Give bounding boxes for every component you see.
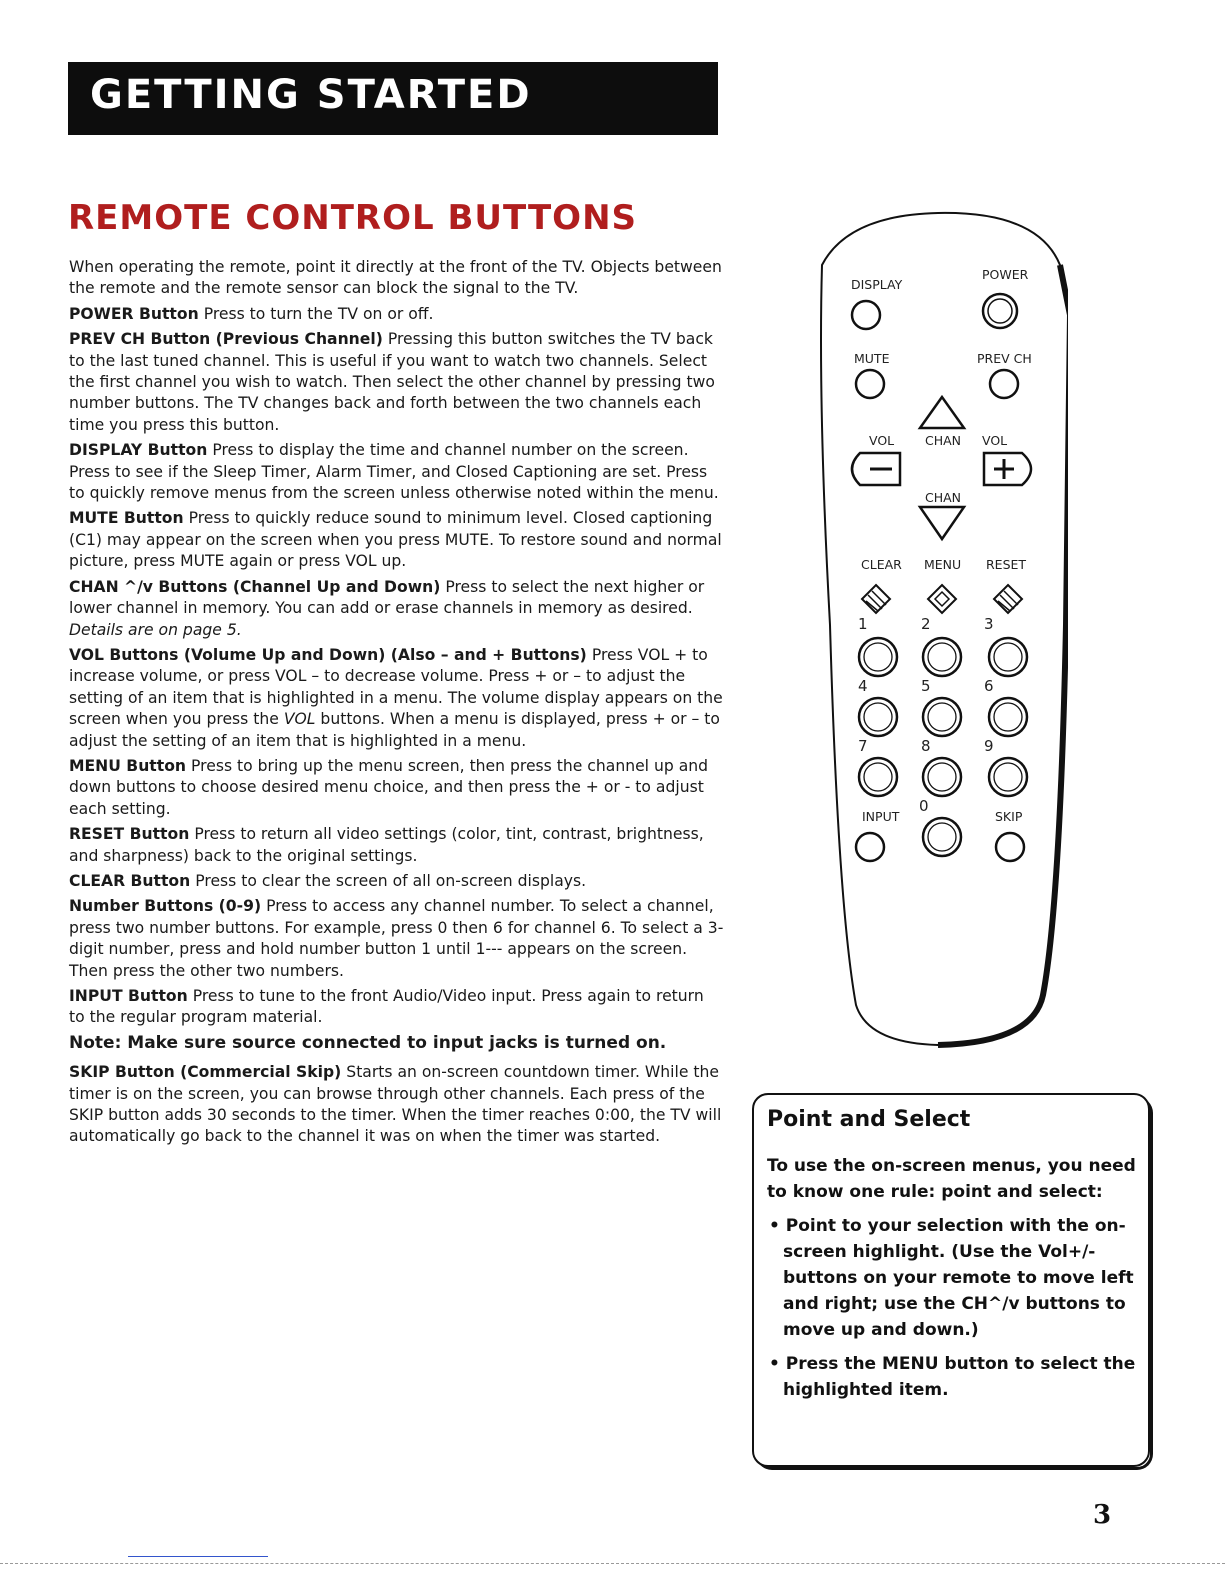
- remote-label-1: 1: [858, 615, 868, 633]
- callout-title: Point and Select: [767, 1107, 971, 1132]
- remote-label-input: INPUT: [862, 809, 900, 824]
- item-skip: [69, 1062, 724, 1148]
- desc-reset: Press to return all video settings (color, tint, contrast, brightness, and sharpness) back to the original settings.: [69, 825, 704, 865]
- remote-label-8: 8: [921, 737, 931, 755]
- item-clear: [69, 871, 724, 892]
- display-button-shape: [852, 301, 880, 329]
- page-number: 3: [1093, 1500, 1112, 1530]
- remote-label-skip: SKIP: [995, 809, 1023, 824]
- desc-vol-a: Press VOL + to increase volume, or press VOL – to decrease volume. Press + or – to adjust the setting of an item that is highlighted in a menu. The volume display appears on the screen when you press the: [69, 645, 723, 729]
- term-chan: CHAN ^/v Buttons (Channel Up and Down): [69, 577, 441, 596]
- footer-divider: [0, 1563, 1225, 1564]
- term-clear: CLEAR Button: [69, 871, 191, 890]
- item-input: [69, 986, 724, 1029]
- remote-label-2: 2: [921, 615, 931, 633]
- item-menu: [69, 756, 724, 820]
- item-display: [69, 440, 724, 504]
- item-prev-ch: [69, 329, 724, 436]
- term-display: DISPLAY Button: [69, 441, 208, 460]
- remote-label-7: 7: [858, 737, 868, 755]
- callout-bullet-point: • Point to your selection with the on-screen highlight. (Use the Vol+/- buttons on your remote to move left and right; use the CH^/v buttons to move up and down.): [769, 1216, 1134, 1340]
- header-title: GETTING STARTED: [90, 72, 532, 118]
- remote-label-display: DISPLAY: [851, 277, 903, 292]
- remote-illustration: [808, 205, 1068, 1055]
- remote-label-9: 9: [984, 737, 994, 755]
- item-reset: [69, 824, 724, 867]
- point-and-select-callout: [752, 1093, 1150, 1467]
- remote-label-clear: CLEAR: [861, 557, 902, 572]
- term-number: Number Buttons (0-9): [69, 897, 262, 916]
- remote-label-4: 4: [858, 677, 868, 695]
- footer-link-underline: [128, 1556, 268, 1557]
- remote-label-power: POWER: [982, 267, 1029, 282]
- desc-skip: Starts an on-screen countdown timer. While the timer is on the screen, you can browse through other channels. Each press of the SKIP button adds 30 seconds to the timer. When the timer reaches 0:00, the TV will automatically go back to the channel it was on when the timer was started.: [69, 1063, 722, 1146]
- page-reference: Details are on page 5.: [69, 620, 242, 639]
- item-number: [69, 896, 724, 982]
- remote-label-mute: MUTE: [854, 351, 890, 366]
- remote-label-menu: MENU: [924, 557, 962, 572]
- term-menu: MENU Button: [69, 756, 187, 775]
- body-text: [69, 257, 724, 1152]
- desc-prev-ch: Pressing this button switches the TV back to the last tuned channel. This is useful if you want to watch two channels. Select the first channel you wish to watch. Then select the other channel by pressing two number buttons. The TV changes back and forth between the two channels each time you press this button.: [69, 330, 715, 434]
- desc-input: Press to tune to the front Audio/Video input. Press again to return to the regular program material.: [69, 987, 704, 1027]
- callout-intro: To use the on-screen menus, you need to know one rule: point and select:: [767, 1156, 1136, 1202]
- desc-chan: Press to select the next higher or lower channel in memory. You can add or erase channels in memory as desired.: [69, 577, 705, 618]
- desc-display: Press to display the time and channel number on the screen. Press to see if the Sleep Timer, Alarm Timer, and Closed Captioning are set. Press to quickly remove menus from the screen unless otherwise noted within the menu.: [69, 441, 719, 503]
- remote-label-0: 0: [919, 797, 929, 815]
- remote-label-3: 3: [984, 615, 994, 633]
- desc-menu: Press to bring up the menu screen, then press the channel up and down buttons to choose desired menu choice, and then press the + or - to adjust each setting.: [69, 756, 709, 818]
- desc-mute: Press to quickly reduce sound to minimum level. Closed captioning (C1) may appear on the screen when you press MUTE. To restore sound and normal picture, press MUTE again or press VOL up.: [69, 509, 722, 571]
- remote-label-vol-left: VOL: [869, 433, 895, 448]
- remote-label-reset: RESET: [986, 557, 1027, 572]
- remote-label-chan-up: CHAN: [925, 433, 962, 448]
- remote-label-prev-ch: PREV CH: [977, 351, 1032, 366]
- callout-body: [767, 1153, 1137, 1411]
- term-skip: SKIP Button (Commercial Skip): [69, 1063, 342, 1082]
- callout-bullet-menu: • Press the MENU button to select the highlighted item.: [769, 1354, 1136, 1400]
- term-mute: MUTE Button: [69, 509, 184, 528]
- item-mute: [69, 508, 724, 572]
- term-vol: VOL Buttons (Volume Up and Down) (Also – and + Buttons): [69, 645, 587, 664]
- item-chan: [69, 577, 724, 641]
- term-input: INPUT Button: [69, 987, 188, 1005]
- item-power: [69, 304, 724, 325]
- remote-outline: [808, 205, 1068, 1055]
- intro-paragraph: When operating the remote, point it directly at the front of the TV. Objects between the remote and the remote sensor can block the signal to the TV.: [69, 258, 722, 298]
- term-prev-ch: PREV CH Button (Previous Channel): [69, 330, 383, 349]
- desc-number: Press to access any channel number. To select a channel, press two number buttons. For example, press 0 then 6 for channel 6. To select a 3-digit number, press and hold number button 1 until 1--- appears on the screen. Then press the other two numbers.: [69, 897, 724, 980]
- header-bar: [68, 62, 718, 135]
- desc-vol-em: VOL: [283, 710, 316, 729]
- remote-label-6: 6: [984, 677, 994, 695]
- remote-label-chan-down: CHAN: [925, 490, 962, 505]
- desc-clear: Press to clear the screen of all on-screen displays.: [195, 871, 587, 890]
- term-reset: RESET Button: [69, 825, 190, 844]
- term-power: POWER Button: [69, 304, 199, 323]
- desc-vol-b: buttons. When a menu is displayed, press + or – to adjust the setting of an item that is highlighted in a menu.: [69, 710, 720, 750]
- item-vol: [69, 645, 724, 752]
- note: Note: Make sure source connected to input jacks is turned on.: [69, 1032, 667, 1053]
- desc-power: Press to turn the TV on or off.: [203, 304, 434, 323]
- remote-label-vol-right: VOL: [982, 433, 1008, 448]
- remote-label-5: 5: [921, 677, 931, 695]
- section-title: REMOTE CONTROL BUTTONS: [68, 198, 638, 238]
